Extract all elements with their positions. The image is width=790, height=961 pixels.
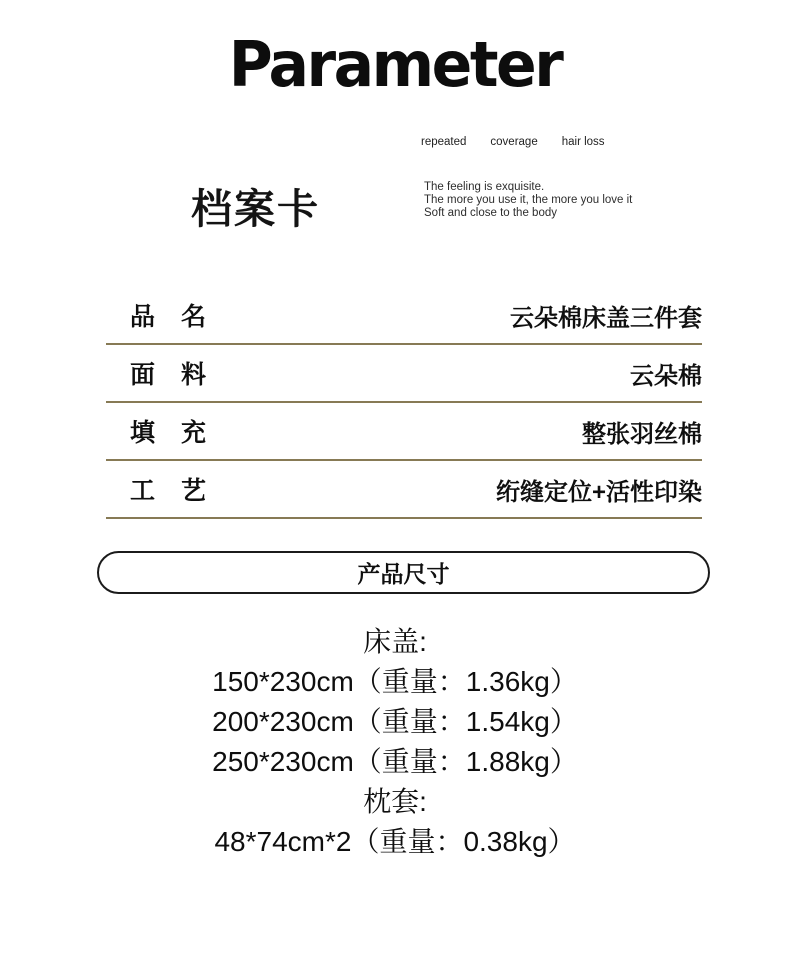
spec-table (106, 287, 702, 519)
spec-row-fabric (106, 345, 702, 403)
spec-label: 工艺 (130, 477, 233, 505)
size-line-250: 250*230cm（重量：1.88kg） (212, 746, 578, 777)
tagline-line: Soft and close to the body (424, 206, 557, 219)
tagline (424, 181, 632, 219)
keyword-repeated: repeated (421, 136, 467, 148)
tagline-line: The feeling is exquisite. (424, 181, 545, 193)
size-line-150: 150*230cm（重量：1.36kg） (212, 666, 578, 697)
spec-row-craft (106, 461, 702, 519)
tagline-line: The more you use it, the more you love it (424, 193, 633, 206)
size-line-pillowcase: 48*74cm*2（重量：0.38kg） (214, 826, 576, 857)
product-size-header-pill (97, 551, 710, 594)
keyword-hair-loss: hair loss (561, 136, 605, 148)
spec-value: 整张羽丝棉 (582, 420, 702, 448)
spec-value: 云朵棉床盖三件套 (510, 304, 702, 332)
spec-label: 填充 (130, 419, 233, 447)
spec-label: 品名 (130, 303, 233, 331)
size-line-200: 200*230cm（重量：1.54kg） (212, 706, 578, 737)
page-title: Parameter (228, 28, 562, 102)
keyword-row (421, 136, 605, 148)
size-detail-list (0, 622, 790, 862)
spec-row-product-name (106, 287, 702, 345)
keyword-coverage: coverage (490, 136, 538, 148)
size-line-pillowcase-heading: 枕套: (363, 786, 427, 817)
spec-row-filling (106, 403, 702, 461)
spec-value: 绗缝定位+活性印染 (495, 478, 702, 506)
card-title: 档案卡 (191, 186, 320, 232)
spec-value: 云朵棉 (630, 362, 702, 390)
spec-label: 面料 (130, 361, 233, 389)
product-size-header-label: 产品尺寸 (357, 561, 450, 587)
size-line-bedcover-heading: 床盖: (363, 626, 427, 657)
